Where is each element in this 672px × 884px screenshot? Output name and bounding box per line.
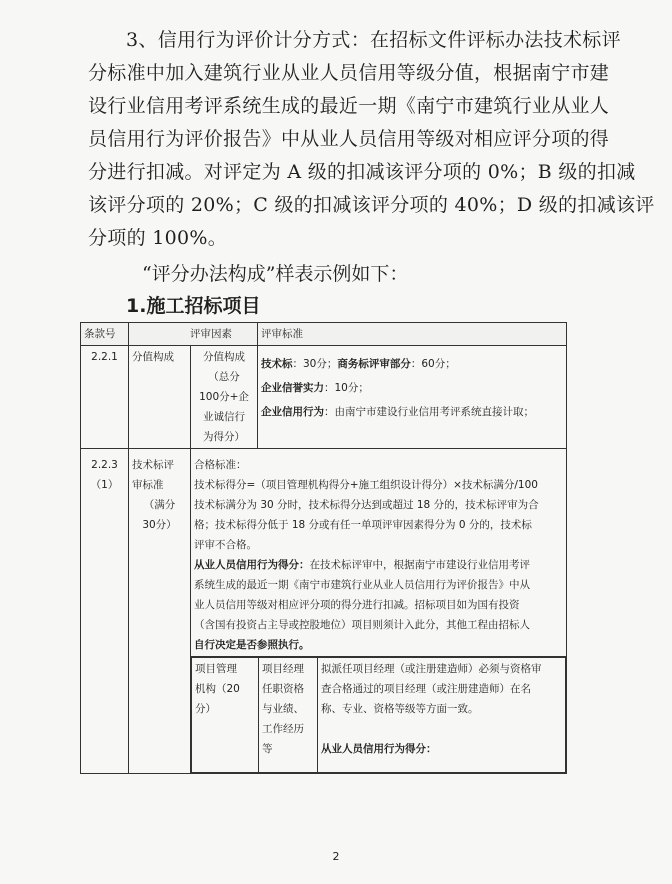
credit-line-bold: 自行决定是否参照执行。 bbox=[194, 639, 310, 651]
credit-text: 在技术标评审中，根据南宁市建设行业信用考评 bbox=[309, 559, 530, 571]
sub-col-line: 查合格通过的项目经理（或注册建造师）在名 bbox=[321, 683, 531, 695]
sub-col-line: 任职资格 bbox=[262, 683, 304, 695]
header-criteria: 评审标准 bbox=[258, 323, 567, 346]
row2-factor bbox=[129, 449, 191, 774]
row1-factor-detail-line: 分值构成 bbox=[203, 351, 245, 363]
sub-row bbox=[192, 658, 566, 773]
table-header-row bbox=[81, 323, 567, 346]
criteria-line bbox=[261, 352, 563, 376]
criteria-technical-label: 技术标 bbox=[261, 358, 293, 370]
row1-factor-detail-line: 为得分） bbox=[203, 431, 245, 443]
table-row bbox=[81, 449, 567, 657]
sub-col-manager bbox=[259, 658, 318, 773]
credit-scoring-paragraph bbox=[88, 24, 655, 255]
sub-col-line: 与业绩、 bbox=[262, 703, 304, 715]
row2-factor-line: 技术标评 bbox=[132, 459, 174, 471]
sub-col-bold: 从业人员信用行为得分： bbox=[321, 743, 437, 755]
sub-col-line: 项目经理 bbox=[262, 663, 304, 675]
row1-criteria bbox=[258, 346, 567, 449]
paragraph-line: 设行业信用考评系统生成的最近一期《南宁市建筑行业从业人 bbox=[88, 95, 610, 117]
criteria-reputation-label: 企业信誉实力 bbox=[261, 382, 324, 394]
sample-table-intro: “评分办法构成”样表示例如下： bbox=[142, 263, 409, 285]
sub-col-org bbox=[192, 658, 259, 773]
sub-col-line: 拟派任项目经理（或注册建造师）必须与资格审 bbox=[321, 663, 542, 675]
credit-line: （含国有投资占主导或控股地位）项目则须计入此分，其他工程由招标人 bbox=[194, 619, 530, 631]
page-number: 2 bbox=[332, 850, 340, 863]
criteria-business-value: ：60分； bbox=[410, 358, 456, 370]
row1-factor-detail-line: 业诚信行 bbox=[203, 411, 245, 423]
credit-line bbox=[194, 555, 563, 575]
row2-factor-line: （满分 bbox=[143, 499, 176, 511]
criteria-reputation-value: ：10分； bbox=[324, 382, 369, 394]
row2-clause-sub: （1） bbox=[90, 479, 119, 491]
row2-clause bbox=[81, 449, 129, 774]
criteria-line bbox=[261, 376, 563, 400]
paragraph-line: 员信用行为评价报告》中从业人员信用等级对相应评分项的得 bbox=[88, 128, 610, 150]
qualify-line: 技术标得分=（项目管理机构得分+施工组织设计得分）×技术标满分/100 bbox=[194, 479, 538, 491]
scoring-table bbox=[80, 322, 567, 774]
sub-table bbox=[191, 657, 566, 773]
qualify-label: 合格标准： bbox=[194, 459, 247, 471]
qualify-line: 格；技术标得分低于 18 分或有任一单项评审因素得分为 0 分的，技术标 bbox=[194, 519, 532, 531]
sub-col-line: 称、专业、资格等级等方面一致。 bbox=[321, 703, 479, 715]
row1-clause: 2.2.1 bbox=[81, 346, 129, 449]
table-row bbox=[81, 346, 567, 449]
row1-factor-detail-line: （总分 bbox=[208, 371, 240, 383]
sub-col-line: 机构（20 bbox=[195, 683, 240, 695]
row2-sub-container bbox=[191, 657, 567, 774]
sub-col-line: 分） bbox=[195, 703, 216, 715]
paragraph-line: 该评分项的 20%；C 级的扣减该评分项的 40%；D 级的扣减该评 bbox=[88, 194, 655, 216]
row2-factor-line: 审标准 bbox=[132, 479, 164, 491]
criteria-technical-value: ：30分； bbox=[292, 358, 338, 370]
credit-line: 系统生成的最近一期《南宁市建筑行业从业人员信用行为评价报告》中从 bbox=[194, 579, 530, 591]
paragraph-line: 分进行扣减。对评定为 A 级的扣减该评分项的 0%；B 级的扣减 bbox=[88, 161, 636, 183]
row1-factor: 分值构成 bbox=[129, 346, 191, 449]
row2-criteria bbox=[191, 449, 567, 657]
criteria-business-label: 商务标评审部分 bbox=[337, 358, 411, 370]
paragraph-line: 分标准中加入建筑行业从业人员信用等级分值，根据南宁市建 bbox=[88, 62, 610, 84]
criteria-credit-value: ：由南宁市建设行业信用考评系统直接计取； bbox=[324, 406, 534, 418]
paragraph-line: 3、信用行为评价计分方式：在招标文件评标办法技术标评 bbox=[126, 29, 621, 51]
criteria-line bbox=[261, 400, 563, 424]
sub-col-line: 等 bbox=[262, 743, 273, 755]
header-factor bbox=[129, 323, 258, 346]
paragraph-line: 分项的 100%。 bbox=[88, 227, 228, 249]
row1-factor-detail bbox=[191, 346, 258, 449]
qualify-line: 评审不合格。 bbox=[194, 539, 257, 551]
sub-col-line: 工作经历 bbox=[262, 723, 304, 735]
qualify-line: 技术标满分为 30 分时，技术标得分达到或超过 18 分的，技术标评审为合 bbox=[194, 499, 539, 511]
credit-line: 业人员信用等级对相应评分项的得分进行扣减。招标项目如为国有投资 bbox=[194, 599, 520, 611]
header-clause: 条款号 bbox=[81, 323, 129, 346]
criteria-credit-label: 企业信用行为 bbox=[261, 406, 324, 418]
row2-clause-number: 2.2.3 bbox=[91, 459, 118, 471]
credit-label: 从业人员信用行为得分： bbox=[194, 559, 310, 571]
row1-factor-detail-line: 100分+企 bbox=[199, 391, 249, 403]
sub-col-requirement bbox=[318, 658, 566, 773]
header-factor-label: 评审因素 bbox=[190, 328, 232, 340]
row2-factor-line: 30分） bbox=[142, 519, 177, 531]
section-title: 1.施工招标项目 bbox=[126, 295, 261, 317]
sub-col-line: 项目管理 bbox=[195, 663, 237, 675]
